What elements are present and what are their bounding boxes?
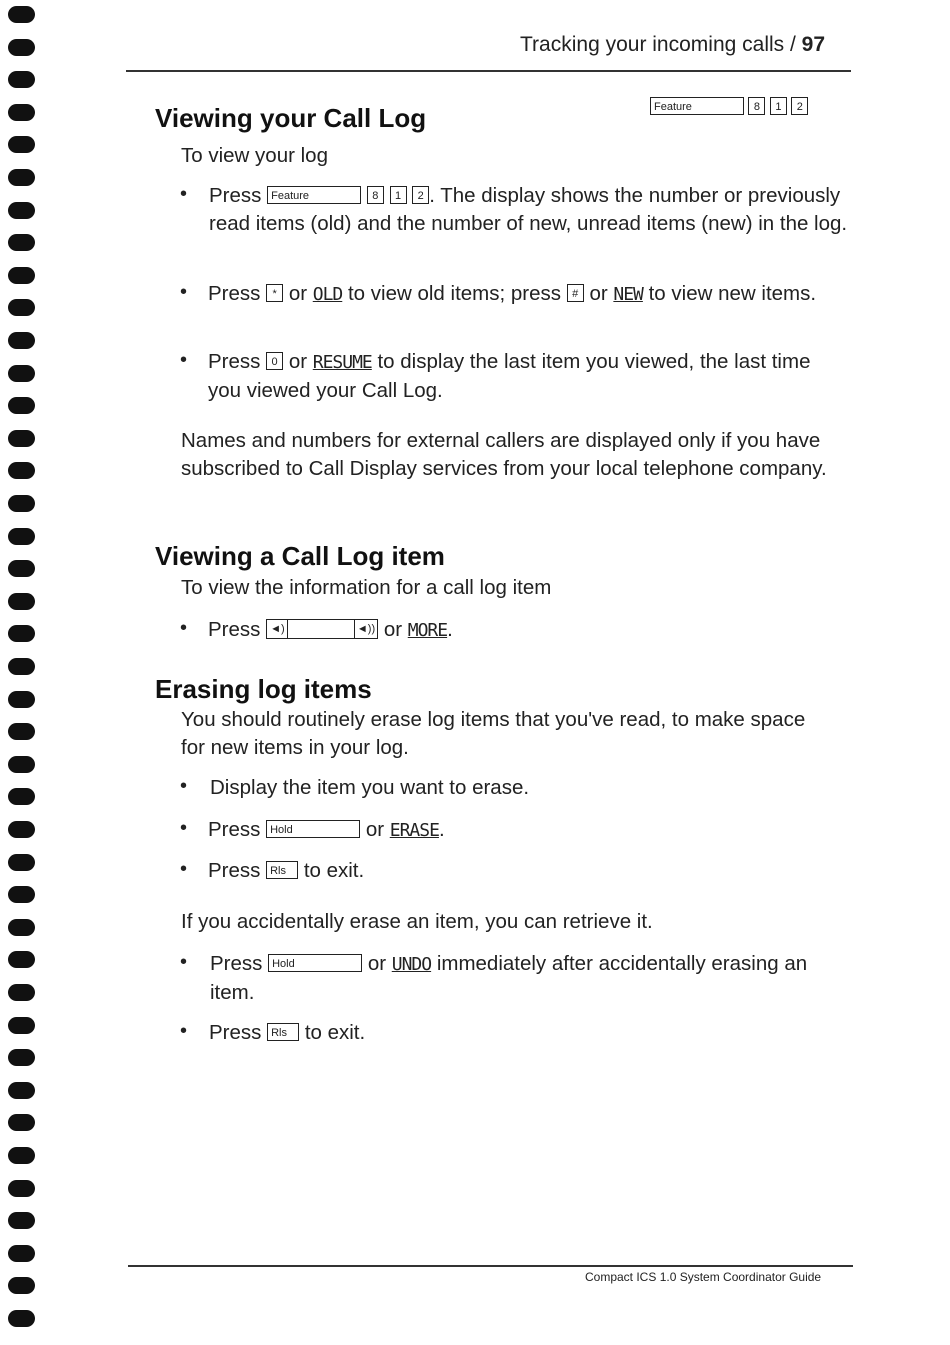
page-number: 97 xyxy=(801,33,826,56)
binding-ring xyxy=(8,1245,35,1262)
section-title-viewing-call-log: Viewing your Call Log xyxy=(155,103,427,133)
old-softkey: OLD xyxy=(312,284,343,305)
feature-key: Feature xyxy=(650,97,744,115)
volume-up-icon: ◄)) xyxy=(356,622,376,635)
bullet: • xyxy=(180,617,188,639)
binding-ring xyxy=(8,267,35,284)
binding-ring xyxy=(8,821,35,838)
binding-ring xyxy=(8,1114,35,1131)
intro-text: To view the information for a call log item xyxy=(181,576,552,599)
key-2: 2 xyxy=(791,97,808,115)
release-key: Rls xyxy=(267,1023,299,1041)
binding-ring xyxy=(8,462,35,479)
binding-ring xyxy=(8,723,35,740)
intro-text: To view your log xyxy=(181,144,328,167)
bullet-press-hold-erase: Press Hold or ERASE. xyxy=(208,818,445,841)
binding-ring xyxy=(8,495,35,512)
binding-ring xyxy=(8,788,35,805)
bullet-press-feature-812: Press Feature 8 1 2 . The display shows the number or previously read items (old) and the number of new, unread items (new) in the log. xyxy=(209,184,848,235)
binding-ring xyxy=(8,658,35,675)
star-key: * xyxy=(266,284,283,302)
hash-key: # xyxy=(567,284,584,302)
bullet: • xyxy=(180,775,188,797)
binding-ring xyxy=(8,691,35,708)
bullet-press-rls: Press Rls to exit. xyxy=(208,859,365,882)
section-title-viewing-item: Viewing a Call Log item xyxy=(155,541,445,571)
section-title-erasing: Erasing log items xyxy=(155,674,372,704)
bullet: • xyxy=(180,858,188,880)
footer-rule xyxy=(128,1265,853,1267)
key-2: 2 xyxy=(412,186,429,204)
binding-ring xyxy=(8,886,35,903)
binding-ring xyxy=(8,854,35,871)
binding-ring xyxy=(8,365,35,382)
resume-softkey: RESUME xyxy=(312,352,372,373)
bullet-press-0-resume: Press 0 or RESUME to display the last item you viewed, the last time you viewed your Call Log. xyxy=(208,350,811,402)
title-key-sequence xyxy=(650,99,808,117)
spiral-binding xyxy=(8,0,38,1345)
feature-key: Feature xyxy=(267,186,361,204)
binding-ring xyxy=(8,984,35,1001)
binding-ring xyxy=(8,234,35,251)
binding-ring xyxy=(8,1049,35,1066)
bullet-display-item: Display the item you want to erase. xyxy=(210,776,530,799)
binding-ring xyxy=(8,397,35,414)
binding-ring xyxy=(8,299,35,316)
binding-ring xyxy=(8,6,35,23)
bullet-press-volume-more: Press ◄) ◄)) or MORE. xyxy=(208,618,453,641)
binding-ring xyxy=(8,430,35,447)
binding-ring xyxy=(8,951,35,968)
key-1: 1 xyxy=(390,186,407,204)
binding-ring xyxy=(8,1277,35,1294)
bullet: • xyxy=(180,281,188,303)
key-1: 1 xyxy=(770,97,787,115)
header-rule xyxy=(126,70,851,72)
binding-ring xyxy=(8,919,35,936)
volume-bar-key xyxy=(266,619,378,639)
erase-softkey: ERASE xyxy=(389,820,439,841)
binding-ring xyxy=(8,625,35,642)
bullet: • xyxy=(180,951,188,973)
intro-text: You should routinely erase log items that you've read, to make space for new items in your log. xyxy=(181,708,806,759)
binding-ring xyxy=(8,169,35,186)
binding-ring xyxy=(8,560,35,577)
binding-ring xyxy=(8,136,35,153)
binding-ring xyxy=(8,202,35,219)
bullet: • xyxy=(180,1020,188,1042)
undo-softkey: UNDO xyxy=(391,954,432,975)
binding-ring xyxy=(8,1310,35,1327)
new-softkey: NEW xyxy=(613,284,643,305)
bullet: • xyxy=(180,183,188,205)
key-8: 8 xyxy=(748,97,765,115)
key-0: 0 xyxy=(266,352,283,370)
binding-ring xyxy=(8,1147,35,1164)
binding-ring xyxy=(8,1212,35,1229)
call-display-note: Names and numbers for external callers are displayed only if you have subscribed to Call Display services from your local telephone company. xyxy=(181,429,827,480)
hold-key: Hold xyxy=(266,820,360,838)
binding-ring xyxy=(8,332,35,349)
running-header xyxy=(520,33,825,57)
release-key: Rls xyxy=(266,861,298,879)
binding-ring xyxy=(8,756,35,773)
bullet: • xyxy=(180,349,188,371)
volume-down-icon: ◄) xyxy=(270,622,285,635)
retrieve-note: If you accidentally erase an item, you can retrieve it. xyxy=(181,910,653,933)
binding-ring xyxy=(8,593,35,610)
binding-ring xyxy=(8,39,35,56)
footer-text: Compact ICS 1.0 System Coordinator Guide xyxy=(585,1270,822,1284)
binding-ring xyxy=(8,1180,35,1197)
hold-key: Hold xyxy=(268,954,362,972)
binding-ring xyxy=(8,1017,35,1034)
bullet-press-hold-undo: Press Hold or UNDO immediately after accidentally erasing an item. xyxy=(210,952,808,1004)
binding-ring xyxy=(8,528,35,545)
key-8: 8 xyxy=(367,186,384,204)
bullet: • xyxy=(180,817,188,839)
binding-ring xyxy=(8,1082,35,1099)
bullet-press-rls: Press Rls to exit. xyxy=(209,1021,366,1044)
more-softkey: MORE xyxy=(407,620,448,641)
binding-ring xyxy=(8,104,35,121)
binding-ring xyxy=(8,71,35,88)
header-title: Tracking your incoming calls / xyxy=(520,33,802,56)
bullet-press-star-old: Press * or OLD to view old items; press # or NEW to view new items. xyxy=(208,282,817,305)
